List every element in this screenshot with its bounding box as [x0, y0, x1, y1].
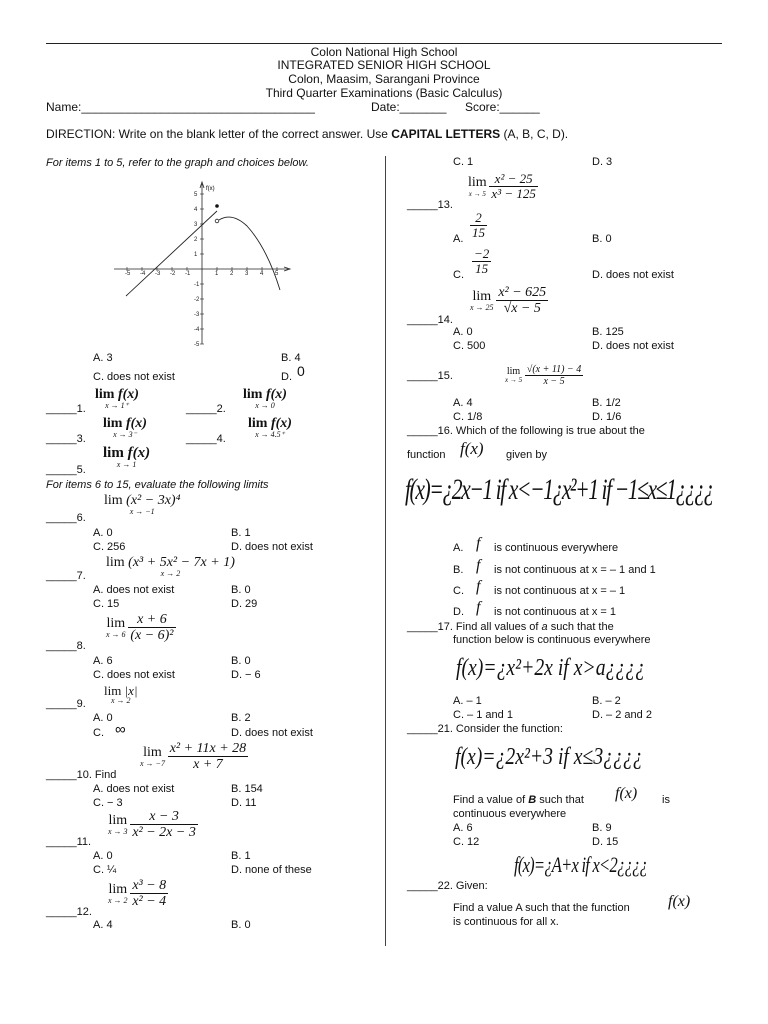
- q16-fx: f(x): [460, 439, 484, 458]
- q21-choice-c: C. 12: [453, 836, 480, 848]
- q5-blank[interactable]: _____5.: [46, 464, 86, 476]
- q14-choice-c: C. 500: [453, 340, 486, 352]
- q17-piecewise: f(x)=¿x²+2x if x>a¿¿¿¿: [456, 655, 645, 681]
- q6-choice-a: A. 0: [93, 527, 113, 539]
- graph-ytick-label: -2: [194, 297, 200, 303]
- q21-find-line: Find a value of B such that: [453, 794, 584, 806]
- q6-blank[interactable]: _____6.: [46, 512, 86, 524]
- function-graph: [112, 178, 292, 346]
- q7-blank[interactable]: _____7.: [46, 570, 86, 582]
- q7-choice-a: A. does not exist: [93, 584, 175, 596]
- address: Colon, Maasim, Sarangani Province: [288, 72, 480, 86]
- q10-choice-b: B. 154: [231, 783, 263, 795]
- department: INTEGRATED SENIOR HIGH SCHOOL: [277, 58, 491, 72]
- q9-choice-c: C.: [93, 727, 104, 739]
- q13-choice-a: A.: [453, 233, 464, 245]
- q21-choice-d: D. 15: [592, 836, 619, 848]
- q10-choice-d: D. 11: [231, 797, 257, 809]
- q8-choice-a: A. 6: [93, 655, 113, 667]
- q7-choice-c: C. 15: [93, 598, 120, 610]
- choice-1-5-d: D.: [281, 371, 292, 383]
- q15-choice-d: D. 1/6: [592, 411, 622, 423]
- direction: [46, 128, 568, 141]
- graph-xtick-label: -4: [140, 271, 146, 278]
- q10-limit: lim x → −7 $\frac{\text{x² + 11x + 28}}{x + 7}$: [140, 741, 247, 773]
- top-rule: [46, 43, 722, 44]
- q11-blank[interactable]: _____11.: [46, 836, 92, 848]
- graph-curve: [219, 217, 280, 290]
- q21-piecewise: f(x)=¿2x²+3 if x≤3¿¿¿¿: [455, 744, 643, 770]
- graph-ytick-label: -1: [194, 282, 200, 288]
- q16-choice-a-f: f: [476, 535, 481, 552]
- graph-ytick-label: 3: [194, 222, 198, 228]
- q13-choice-b: B. 0: [592, 233, 612, 245]
- graph-filled-point: [215, 204, 219, 208]
- graph-xtick-label: 2: [230, 271, 234, 278]
- q16-choice-a-label: A.: [453, 542, 464, 554]
- q22-piecewise: f(x)=¿A+x if x<2¿¿¿¿: [514, 852, 647, 877]
- q9-choice-d: D. does not exist: [231, 727, 313, 739]
- q11-choice-b: B. 1: [231, 850, 251, 862]
- q13-choice-c-value: $\frac{-2}{15}$: [474, 246, 490, 277]
- intro-items-6-15: For items 6 to 15, evaluate the following limits: [46, 479, 269, 491]
- q21-text[interactable]: _____21. Consider the function:: [407, 723, 563, 735]
- q6-choice-d: D. does not exist: [231, 541, 313, 553]
- q16-choice-a: is continuous everywhere: [494, 542, 619, 554]
- q16-choice-b-label: B.: [453, 564, 464, 576]
- graph-xtick-label: 4: [260, 271, 264, 278]
- choice-1-5-a: A. 3: [93, 352, 113, 364]
- q16-choice-c-label: C.: [453, 585, 464, 597]
- direction-text: DIRECTION: Write on the blank letter of the correct answer. Use: [46, 127, 392, 141]
- q13-choice-c: C.: [453, 269, 464, 281]
- q16-choice-c-f: f: [476, 578, 481, 595]
- q13-limit: lim x → 5 $\frac{\text{x² − 25}}{\text{x³ − 125}}$: [468, 171, 536, 202]
- q7-limit: lim (x³ + 5x² − 7x + 1) x → 2: [106, 555, 235, 578]
- q16-choice-c: is not continuous at x = – 1: [494, 585, 626, 597]
- q17-text-line2: function below is continuous everywhere: [453, 634, 651, 646]
- q12-choice-d: D. 3: [592, 156, 613, 168]
- q15-choice-b: B. 1/2: [592, 397, 621, 409]
- q10-choice-a: A. does not exist: [93, 783, 175, 795]
- q17-text-line1[interactable]: _____17. Find all values of a such that the: [407, 621, 614, 633]
- choice-1-5-d-value: 0: [297, 363, 305, 379]
- choice-1-5-c: C. does not exist: [93, 371, 175, 383]
- date-field[interactable]: Date:_______: [371, 100, 447, 114]
- q10-blank[interactable]: _____10. Find: [46, 769, 117, 781]
- q16-choice-b: is not continuous at x = – 1 and 1: [494, 564, 656, 576]
- graph-xtick-label: -2: [170, 271, 176, 278]
- q22-continuous: is continuous for all x.: [453, 916, 559, 928]
- q1-blank[interactable]: _____1.: [46, 403, 86, 415]
- q3-blank[interactable]: _____3.: [46, 433, 86, 445]
- q16-text-line1[interactable]: _____16. Which of the following is true about the: [407, 425, 645, 437]
- q17-choice-c: C. – 1 and 1: [453, 709, 513, 721]
- q22-blank[interactable]: _____22. Given:: [407, 880, 488, 892]
- q17-choice-b: B. – 2: [592, 695, 621, 707]
- q14-blank[interactable]: _____14.: [407, 314, 453, 326]
- direction-bold: CAPITAL LETTERS: [391, 127, 501, 141]
- graph-xtick-label: 5: [275, 271, 279, 278]
- graph-xtick-label: 1: [215, 271, 219, 278]
- q16-given-by: given by: [506, 449, 547, 461]
- q12-choice-a: A. 4: [93, 919, 113, 931]
- graph-ytick-label: -5: [194, 342, 200, 346]
- q10-choice-c: C. − 3: [93, 797, 123, 809]
- q21-continuous: continuous everywhere: [453, 808, 567, 820]
- q6-choice-c: C. 256: [93, 541, 126, 553]
- q12-choice-b: B. 0: [231, 919, 251, 931]
- graph-ytick-label: 5: [194, 192, 198, 198]
- q11-choice-a: A. 0: [93, 850, 113, 862]
- graph-ytick-label: 1: [194, 252, 198, 258]
- column-divider: [385, 156, 386, 946]
- q17-choice-a: A. – 1: [453, 695, 482, 707]
- q21-choice-a: A. 6: [453, 822, 473, 834]
- q6-limit: lim (x² − 3x)⁴ x → −1: [104, 493, 181, 516]
- q14-choice-d: D. does not exist: [592, 340, 674, 352]
- q7-choice-d: D. 29: [231, 598, 258, 610]
- graph-xtick-label: -1: [185, 271, 191, 278]
- q11-choice-d: D. none of these: [231, 864, 312, 876]
- q22-find-line: Find a value A such that the function: [453, 902, 630, 914]
- q21-is: is: [662, 794, 670, 806]
- q5-limit: lim f(x) x → 1: [103, 445, 151, 469]
- exam-title: Third Quarter Examinations (Basic Calculus): [265, 86, 503, 100]
- q14-choice-a: A. 0: [453, 326, 473, 338]
- choice-1-5-b: B. 4: [281, 352, 301, 364]
- q15-choice-c: C. 1/8: [453, 411, 483, 423]
- q21-choice-b: B. 9: [592, 822, 612, 834]
- intro-items-1-5: For items 1 to 5, refer to the graph and choices below.: [46, 157, 309, 169]
- q6-choice-b: B. 1: [231, 527, 251, 539]
- graph-ytick-label: -3: [194, 312, 200, 318]
- q13-blank[interactable]: _____13.: [407, 199, 453, 211]
- q21-fx: f(x): [615, 785, 638, 802]
- graph-xtick-label: -3: [155, 271, 161, 278]
- graph-ylabel: f(x): [206, 186, 215, 192]
- graph-ytick-label: 4: [194, 207, 198, 213]
- q2-limit: lim f(x) x → 0: [243, 387, 287, 410]
- q16-choice-d-label: D.: [453, 606, 464, 618]
- graph-ytick-label: 2: [194, 237, 198, 243]
- school-name: Colon National High School: [310, 45, 458, 59]
- q8-choice-b: B. 0: [231, 655, 251, 667]
- q14-choice-b: B. 125: [592, 326, 624, 338]
- q8-limit: lim x → 6 $\frac{x + 6}{\text{(x − 6)²}}$: [106, 612, 174, 644]
- q16-choice-d-f: f: [476, 599, 481, 616]
- q12-blank[interactable]: _____12.: [46, 906, 92, 918]
- q3-limit: lim f(x) x → 3⁻: [103, 416, 147, 439]
- q11-limit: lim x → 3 $\frac{x - 3}{\text{x² − 2x − 3}}$: [108, 809, 196, 841]
- q8-choice-c: C. does not exist: [93, 669, 175, 681]
- q16-piecewise: f(x)=¿2x−1 if x<−1¿x²+1 if −1≤x≤1¿¿¿¿: [405, 473, 713, 506]
- q9-limit: lim |x| x → 2: [104, 683, 138, 705]
- q16-choice-d: is not continuous at x = 1: [494, 606, 616, 618]
- q9-choice-c-value: ∞: [115, 721, 126, 738]
- q9-choice-b: B. 2: [231, 712, 251, 724]
- q7-choice-b: B. 0: [231, 584, 251, 596]
- q15-limit: lim x → 5 $\frac{√(x + 11) - 4}{x - 5}$: [505, 364, 582, 387]
- q16-text-function: function: [407, 449, 446, 461]
- graph-xtick-label: -5: [125, 271, 131, 278]
- q4-limit: lim f(x) x → 4.5⁺: [248, 416, 292, 439]
- q8-blank[interactable]: _____8.: [46, 640, 86, 652]
- q13-choice-d: D. does not exist: [592, 269, 674, 281]
- graph-left-line: [126, 211, 217, 296]
- q22-fx: f(x): [668, 893, 691, 910]
- q12-limit: lim x → 2 $\frac{\text{x³ − 8}}{\text{x² − 4}}$: [108, 878, 167, 910]
- q8-choice-d: D. − 6: [231, 669, 261, 681]
- q12-choice-c: C. 1: [453, 156, 474, 168]
- q15-blank[interactable]: _____15.: [407, 370, 453, 382]
- name-field[interactable]: Name:___________________________________: [46, 100, 315, 114]
- q1-limit: lim f(x) x → 1⁺: [95, 387, 139, 410]
- graph-open-point: [215, 219, 219, 223]
- q9-choice-a: A. 0: [93, 712, 113, 724]
- q4-blank[interactable]: _____4.: [186, 433, 226, 445]
- q11-choice-c: C. ¼: [93, 864, 117, 876]
- q16-choice-b-f: f: [476, 557, 481, 574]
- q17-choice-d: D. – 2 and 2: [592, 709, 652, 721]
- q15-choice-a: A. 4: [453, 397, 473, 409]
- q13-choice-a-value: $\frac{2}{15}$: [472, 210, 485, 241]
- graph-xtick-label: 3: [245, 271, 249, 278]
- q9-blank[interactable]: _____9.: [46, 698, 86, 710]
- direction-suffix: (A, B, C, D).: [500, 127, 569, 141]
- score-field[interactable]: Score:______: [465, 100, 540, 114]
- q2-blank[interactable]: _____2.: [186, 403, 226, 415]
- q14-limit: lim x → 25 $\frac{\text{x² − 625}}{√x - 5}$: [470, 285, 547, 317]
- graph-ytick-label: -4: [194, 327, 200, 333]
